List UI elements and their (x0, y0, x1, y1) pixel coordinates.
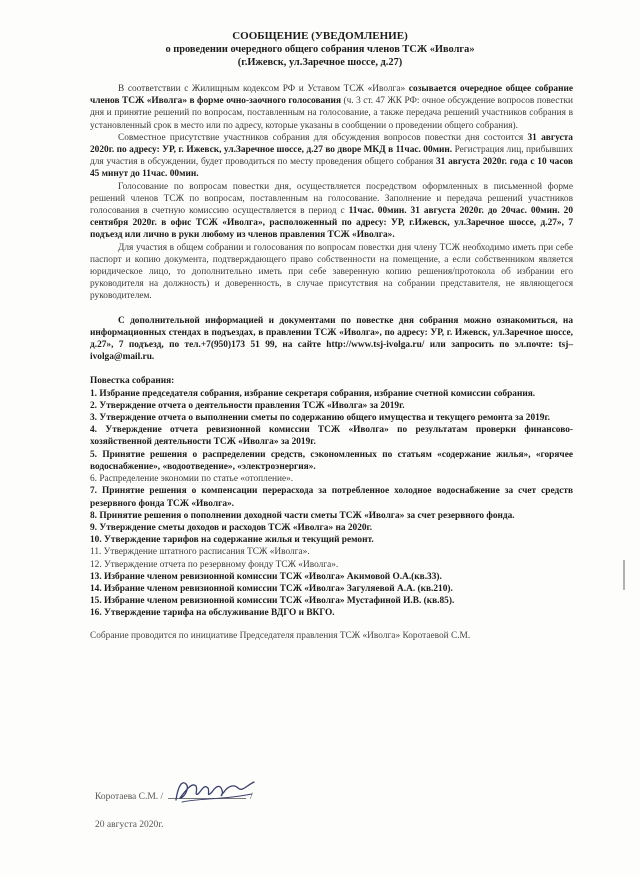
agenda-item: 3. Утверждение отчета о выполнении сметы по содержанию общего имущества и текущего ремонта за 2019г. (90, 413, 550, 424)
paragraph-emphasis: 11час. 00мин. 31 августа 2020г. до 20час. 00мин. 20 сентября 2020г. в офис ТСЖ «Иволга», расположенный по адресу: УР, г.Ижевск, ул.Заречное шоссе, д.27», 7 подъезд или лично в руки любому из членов правления ТСЖ «Иволга». (90, 206, 574, 241)
agenda-heading (90, 375, 573, 387)
paragraph-text: Совместное присутствие участников собрания для обсуждения вопросов повестки дня состоится (118, 132, 528, 143)
agenda-item: 1. Избрание председателя собрания, избрание секретаря собрания, избрание счетной комиссии собрания. (90, 388, 536, 399)
paragraph-text: (ч. 3 ст. 47 ЖК РФ: очное обсуждение вопросов повестки дня и принятие решений по вопросам, поставленным на голосование, а также передача решений участников собрания в установленный срок в место или по адресу, которые указаны в сообщении о проведении общего собрания). (90, 96, 574, 131)
agenda-item: 9. Утверждение сметы доходов и расходов ТСЖ «Иволга» на 2020г. (90, 522, 373, 533)
margin-mark (621, 560, 627, 590)
paragraph-text: Регистрация лиц, прибывших для участия в обсуждении, будет проводиться по месту проведения общего собрания (90, 145, 573, 168)
paragraph-info (90, 315, 573, 364)
paragraph-convocation (90, 83, 573, 132)
signer-name: Коротаева С.М. / (95, 792, 164, 802)
paragraph-meeting-time (90, 132, 573, 181)
agenda-item: 11. Утверждение штатного расписания ТСЖ «Иволга». (90, 547, 310, 558)
agenda-item: 10. Утверждение тарифов на содержание жилья и текущий ремонт. (90, 535, 374, 546)
handwritten-signature (172, 776, 258, 808)
agenda-item: 12. Утверждение отчета по резервному фонду ТСЖ «Иволга». (90, 559, 339, 570)
paragraph-emphasis: 31 августа 2020г. по адресу: УР, г. Ижевск, ул.Заречное шоссе, д.27 во дворе МКД в 11час. 00мин. (90, 132, 573, 156)
signature-closing: / (249, 792, 253, 802)
agenda-item: 2. Утверждение отчета о деятельности правления ТСЖ «Иволга» за 2019г. (90, 400, 405, 411)
agenda-item: 7. Принятие решения о компенсации перерасхода за потребленное холодное водоснабжение за счет средств резервного фонда ТСЖ «Иволга». (90, 486, 573, 509)
agenda-item: 4. Утверждение отчета ревизионной комиссии ТСЖ «Иволга» по результатам проверки финансово-хозяйственной деятельности ТСЖ «Иволга» за 2019г. (90, 425, 573, 448)
agenda-item: 14. Избрание членом ревизионной комиссии ТСЖ «Иволга» Загуляевой А.А. (кв.210). (90, 583, 453, 594)
agenda-item: 5. Принятие решения о распределении средств, сэкономленных по статьям «содержание жилья», «горячее водоснабжение», «водоотведение», «электроэнергия». (90, 449, 573, 472)
paragraph-emphasis: С дополнительной информацией и документами по повестке дня собрания можно ознакомиться, на информационных стендах в подъездах, в правлении ТСЖ «Иволга», по адресу: УР, г. Ижевск, ул.Заречное шоссе, д.27», 7 подъезд, по тел.+7(950)173 51 99, на сайте http://www.tsj-ivolga.ru/ или запросить по эл.почте: tsj–ivolga@mail.ru. (90, 315, 573, 363)
paragraph-emphasis: созывается очередное общее собрание членов ТСЖ «Иволга» в форме очно-заочного голосования (90, 84, 573, 107)
document-subtitle: о проведении очередного общего собрания членов ТСЖ «Иволга» (165, 44, 475, 55)
paragraph-requirements: Для участия в общем собрании и голосования по вопросам повестки дня члену ТСЖ необходимо иметь при себе паспорт и копию документа, подтверждающего право собственности на помещение, а если собственником является юридическое лицо, то дополнительно иметь при себе заверенную копию решения/протокола об избрании его руководителя на должность) и доверенность, в случае присутствия на собрании представителя, не являющегося руководителем. (90, 242, 573, 302)
document-header (0, 30, 640, 69)
agenda-list (90, 388, 573, 620)
agenda-heading-text: Повестка собрания: (90, 376, 175, 387)
agenda-item: 16. Утверждение тарифа на обслуживание ВДГО и ВКГО. (90, 608, 335, 619)
paragraph-text: Голосование по вопросам повестки дня, осуществляется посредством оформленных в письменной форме решений членов ТСЖ по вопросам, поставленным на голосование. Заполнение и передача решений участников голосования в счетную комиссию осуществляется в период с (90, 181, 573, 217)
agenda-item: 13. Избрание членом ревизионной комиссии ТСЖ «Иволга» Акимовой О.А.(кв.33). (90, 571, 442, 582)
document-title: СООБЩЕНИЕ (УВЕДОМЛЕНИЕ) (232, 30, 408, 42)
paragraph-text: В соответствии с Жилищным кодексом РФ и Уставом ТСЖ «Иволга» (118, 84, 409, 94)
agenda-item: 15. Избрание членом ревизионной комиссии ТСЖ «Иволга» Мустафиной И.В. (кв.85). (90, 596, 455, 607)
document-address: (г.Ижевск, ул.Заречное шоссе, д.27) (237, 57, 403, 68)
initiative-note: Собрание проводится по инициативе Председателя правления ТСЖ «Иволга» Коротаевой С.М. (90, 630, 471, 641)
paragraph-emphasis: 31 августа 2020г. года с 10 часов 45 минут до 11час. 00мин. (90, 157, 573, 180)
document-date: 20 августа 2020г. (95, 820, 164, 830)
agenda-item: 6. Распределение экономии по статье «отопление». (90, 474, 294, 485)
agenda-item: 8. Принятие решения о пополнении доходной части сметы ТСЖ «Иволга» за счет резервного фонда. (90, 510, 515, 521)
paragraph-voting (90, 181, 573, 242)
document-body (90, 83, 573, 642)
